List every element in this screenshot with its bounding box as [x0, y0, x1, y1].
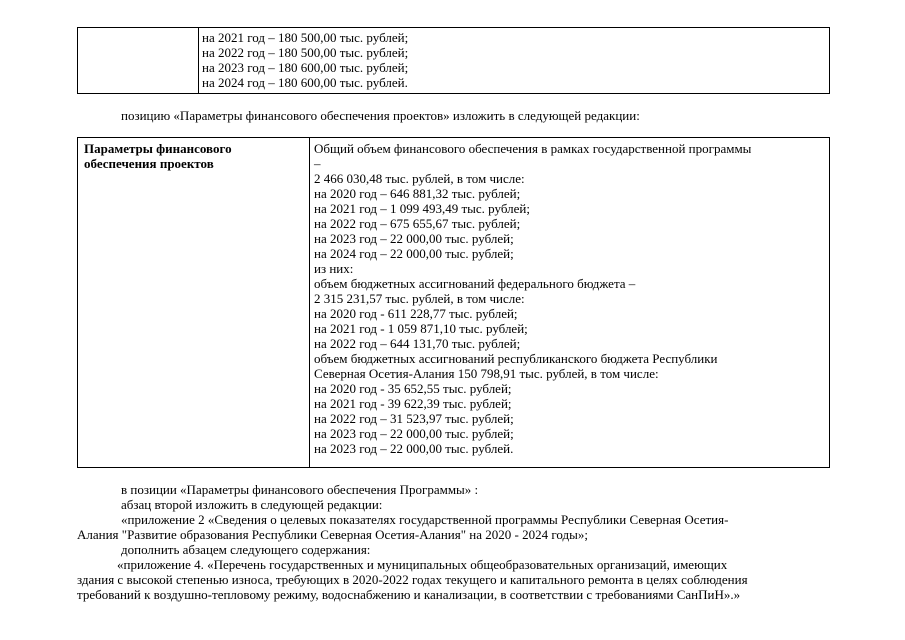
project-funding-table	[77, 137, 830, 468]
funding-table-fragment	[77, 27, 830, 94]
amendment-paragraph: в позиции «Параметры финансового обеспечения Программы» :	[121, 482, 479, 497]
value-line: на 2022 год – 31 523,97 тыс. рублей;	[314, 411, 514, 426]
parameter-name-line: обеспечения проектов	[84, 156, 214, 171]
value-line: на 2022 год – 675 655,67 тыс. рублей;	[314, 216, 521, 231]
funding-line: на 2021 год – 180 500,00 тыс. рублей;	[202, 30, 409, 45]
value-line: на 2023 год – 22 000,00 тыс. рублей;	[314, 231, 514, 246]
amendment-paragraph-continued: здания с высокой степенью износа, требующих в 2020-2022 годах текущего и капитального ремонта в целях соблюдения	[77, 572, 748, 587]
intro-paragraph: позицию «Параметры финансового обеспечения проектов» изложить в следующей редакции:	[121, 108, 640, 123]
value-line: 2 466 030,48 тыс. рублей, в том числе:	[314, 171, 525, 186]
value-line: Общий объем финансового обеспечения в рамках государственной программы	[314, 141, 752, 156]
parameter-name-line: Параметры финансового	[84, 141, 232, 156]
funding-line: на 2024 год – 180 600,00 тыс. рублей.	[202, 75, 408, 90]
amendment-paragraph: «приложение 4. «Перечень государственных и муниципальных общеобразовательных организаций, имеющих	[117, 557, 728, 572]
amendment-paragraph: «приложение 2 «Сведения о целевых показателях государственной программы Республики Северная Осетия-	[121, 512, 729, 527]
value-line: на 2024 год – 22 000,00 тыс. рублей;	[314, 246, 514, 261]
column-divider	[198, 28, 199, 93]
value-line: 2 315 231,57 тыс. рублей, в том числе:	[314, 291, 525, 306]
funding-line: на 2022 год – 180 500,00 тыс. рублей;	[202, 45, 409, 60]
value-line: на 2020 год – 646 881,32 тыс. рублей;	[314, 186, 521, 201]
value-line: –	[314, 156, 321, 171]
value-line: из них:	[314, 261, 354, 276]
value-line: на 2021 год - 39 622,39 тыс. рублей;	[314, 396, 512, 411]
amendment-paragraph: дополнить абзацем следующего содержания:	[121, 542, 371, 557]
amendment-paragraph-continued: требований к воздушно-тепловому режиму, водоснабжению и канализации, в соответствии с требованиями СанПиН».»	[77, 587, 741, 602]
value-line: на 2020 год - 611 228,77 тыс. рублей;	[314, 306, 518, 321]
value-line: на 2023 год – 22 000,00 тыс. рублей.	[314, 441, 514, 456]
value-line: Северная Осетия-Алания 150 798,91 тыс. рублей, в том числе:	[314, 366, 659, 381]
column-divider	[309, 138, 310, 467]
value-line: на 2021 год – 1 099 493,49 тыс. рублей;	[314, 201, 530, 216]
parameter-value-cell	[314, 141, 823, 456]
parameter-name-cell	[84, 141, 304, 171]
funding-lines	[202, 30, 825, 90]
amendment-paragraph: абзац второй изложить в следующей редакции:	[121, 497, 383, 512]
value-line: объем бюджетных ассигнований республиканского бюджета Республики	[314, 351, 718, 366]
value-line: на 2023 год – 22 000,00 тыс. рублей;	[314, 426, 514, 441]
value-line: на 2021 год - 1 059 871,10 тыс. рублей;	[314, 321, 528, 336]
amendment-text	[77, 482, 837, 602]
value-line: на 2022 год – 644 131,70 тыс. рублей;	[314, 336, 521, 351]
value-line: на 2020 год - 35 652,55 тыс. рублей;	[314, 381, 512, 396]
amendment-paragraph-continued: Алания "Развитие образования Республики Северная Осетия-Алания" на 2020 - 2024 годы»;	[77, 527, 588, 542]
value-line: объем бюджетных ассигнований федерального бюджета –	[314, 276, 636, 291]
funding-line: на 2023 год – 180 600,00 тыс. рублей;	[202, 60, 409, 75]
